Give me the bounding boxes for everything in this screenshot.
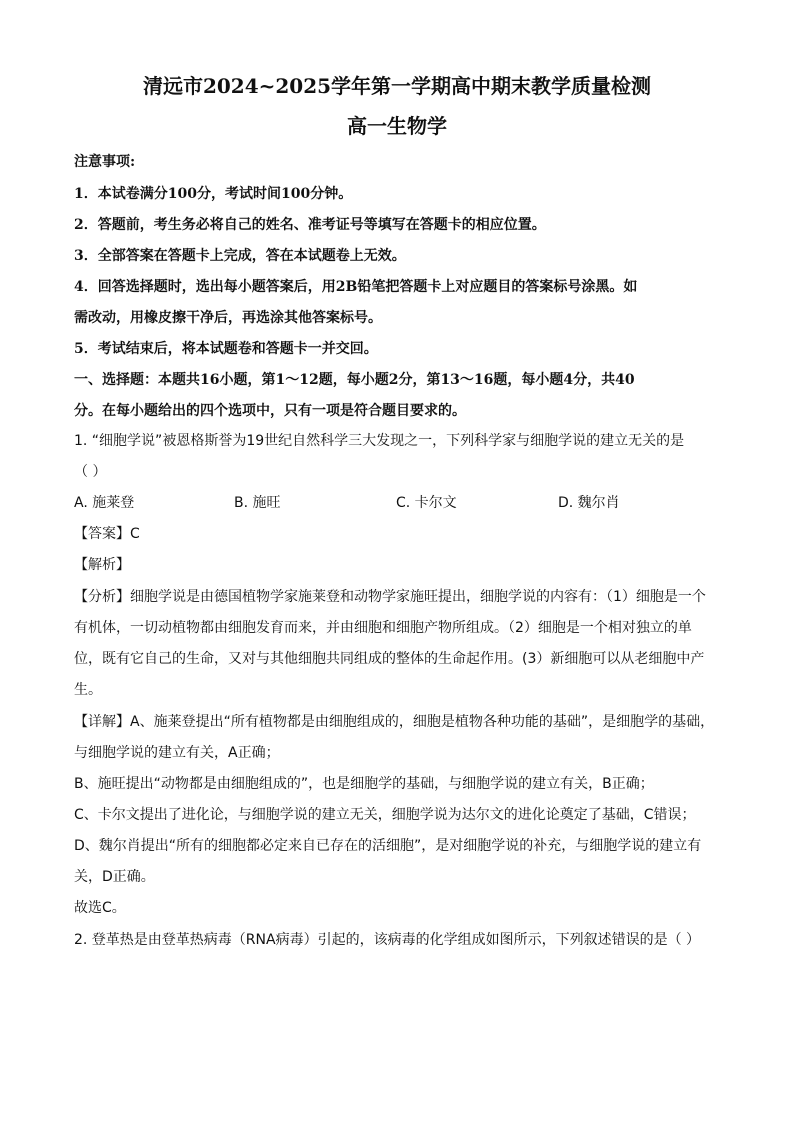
analysis-line: 位，既有它自己的生命，又对与其他细胞共同组成的整体的生命起作用。(3）新细胞可以从老细胞中产: [74, 651, 705, 667]
detail-line: D、魏尔肖提出“所有的细胞都必定来自已存在的活细胞”，是对细胞学说的补充，与细胞学说的建立有: [74, 838, 702, 854]
detail-line: 与细胞学说的建立有关，A正确；: [74, 745, 280, 761]
notice-item: 3．全部答案在答题卡上完成，答在本试题卷上无效。: [74, 248, 406, 264]
notice-item: 4．回答选择题时，选出每小题答案后，用2B铅笔把答题卡上对应题目的答案标号涂黑。如: [74, 279, 638, 295]
analysis-line: 【分析】细胞学说是由德国植物学家施莱登和动物学家施旺提出，细胞学说的内容有：（1）细胞是一个: [74, 589, 706, 605]
section-heading: 一、选择题：本题共16小题，第1～12题，每小题2分，第13～16题，每小题4分，共40: [74, 372, 635, 388]
analysis-label: 【解析】: [74, 557, 130, 573]
option-c: C. 卡尔文: [396, 495, 457, 511]
notice-item: 1．本试卷满分100分，考试时间100分钟。: [74, 186, 353, 202]
detail-line: B、施旺提出“动物都是由细胞组成的”，也是细胞学的基础，与细胞学说的建立有关，B正确；: [74, 776, 654, 792]
option-d: D. 魏尔肖: [558, 495, 620, 511]
notice-item: 2．答题前，考生务必将自己的姓名、准考证号等填写在答题卡的相应位置。: [74, 217, 546, 233]
notice-heading: 注意事项:: [74, 154, 136, 170]
detail-line: C、卡尔文提出了进化论，与细胞学说的建立无关，细胞学说为达尔文的进化论奠定了基础，C错误；: [74, 807, 696, 823]
question-stem: 1. “细胞学说”被恩格斯誉为19世纪自然科学三大发现之一，下列科学家与细胞学说的建立无关的是: [74, 433, 685, 449]
question-stem: 2. 登革热是由登革热病毒（RNA病毒）引起的，该病毒的化学组成如图所示，下列叙述错误的是（ ）: [74, 932, 701, 948]
section-heading-cont: 分。在每小题给出的四个选项中，只有一项是符合题目要求的。: [74, 403, 466, 419]
answer-line: 【答案】C: [74, 526, 140, 542]
detail-line: 关，D正确。: [74, 869, 155, 885]
exam-title: 清远市2024~2025学年第一学期高中期末教学质量检测: [142, 74, 652, 98]
analysis-line: 生。: [74, 682, 102, 698]
notice-item: 需改动，用橡皮擦干净后，再选涂其他答案标号。: [74, 310, 382, 326]
exam-subtitle: 高一生物学: [347, 114, 447, 138]
question-blank: （ ）: [74, 464, 107, 480]
option-b: B. 施旺: [234, 495, 281, 511]
option-a: A. 施莱登: [74, 495, 135, 511]
detail-line: 【详解】A、施莱登提出“所有植物都是由细胞组成的，细胞是植物各种功能的基础”，是细胞学的基础，: [74, 714, 715, 730]
analysis-line: 有机体，一切动植物都由细胞发育而来，并由细胞和细胞产物所组成。（2）细胞是一个相对独立的单: [74, 620, 692, 636]
notice-item: 5．考试结束后，将本试题卷和答题卡一并交回。: [74, 341, 378, 357]
conclusion-line: 故选C。: [74, 900, 126, 916]
